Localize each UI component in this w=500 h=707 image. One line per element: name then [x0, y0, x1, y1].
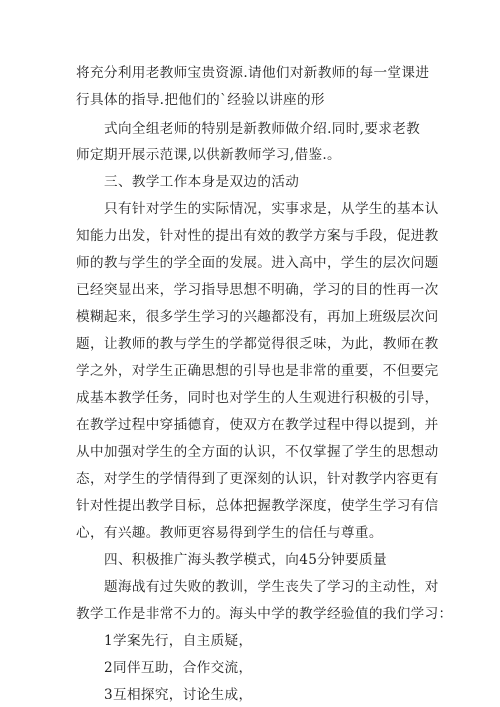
paragraph-line: 在教学过程中穿插德育，使双方在教学过程中得以提到，并	[76, 417, 439, 433]
paragraph-line: 式向全组老师的特别是新教师做介绍.同时,要求老教	[104, 121, 421, 137]
paragraph-line: 成基本教学任务，同时也对学生的人生观进行积极的引导，	[76, 390, 439, 406]
paragraph-line: 态，对学生的学情得到了更深刻的认识，针对教学内容更有	[76, 471, 439, 487]
paragraph-line: 已经突显出来，学习指导思想不明确，学习的目的性再一次	[76, 282, 439, 298]
paragraph-line: 师定期开展示范课,以供新教师学习,借鉴.。	[76, 147, 341, 163]
paragraph-line: 师的教与学生的学全面的发展。进入高中，学生的层次问题	[76, 255, 439, 271]
paragraph-line: 行具体的指导.把他们的`经验以讲座的形	[76, 92, 325, 108]
paragraph-line: 从中加强对学生的全方面的认识，不仅掌握了学生的思想动	[76, 444, 439, 460]
paragraph-line: 模糊起来，很多学生学习的兴趣都没有，再加上班级层次问	[76, 309, 439, 325]
list-item: 2同伴互助，合作交流，	[104, 660, 253, 676]
section-heading: 四、积极推广海头教学模式，向45分钟要质量	[104, 552, 387, 568]
paragraph-line: 教学工作是非常不力的。海头中学的教学经验值的我们学习：	[76, 606, 453, 622]
paragraph-line: 题，让教师的教与学生的学都觉得很乏味，为此，教师在教	[76, 336, 439, 352]
paragraph-line: 只有针对学生的实际情况，实事求是，从学生的基本认	[104, 201, 439, 217]
paragraph-line: 学之外，对学生正确思想的引导也是非常的重要，不但要完	[76, 363, 439, 379]
paragraph-line: 心，有兴趣。教师更容易得到学生的信任与尊重。	[76, 525, 383, 541]
paragraph-line: 知能力出发，针对性的提出有效的教学方案与手段，促进教	[76, 228, 439, 244]
paragraph-line: 将充分利用老教师宝贵资源.请他们对新教师的每一堂课进	[76, 65, 430, 81]
section-heading: 三、教学工作本身是双边的活动	[104, 174, 300, 190]
list-item: 3互相探究，讨论生成，	[104, 687, 253, 703]
list-item: 1学案先行，自主质疑，	[104, 633, 253, 649]
paragraph-line: 题海战有过失败的教训，学生丧失了学习的主动性，对	[104, 579, 439, 595]
paragraph-line: 针对性提出教学目标，总体把握教学深度，使学生学习有信	[76, 498, 439, 514]
